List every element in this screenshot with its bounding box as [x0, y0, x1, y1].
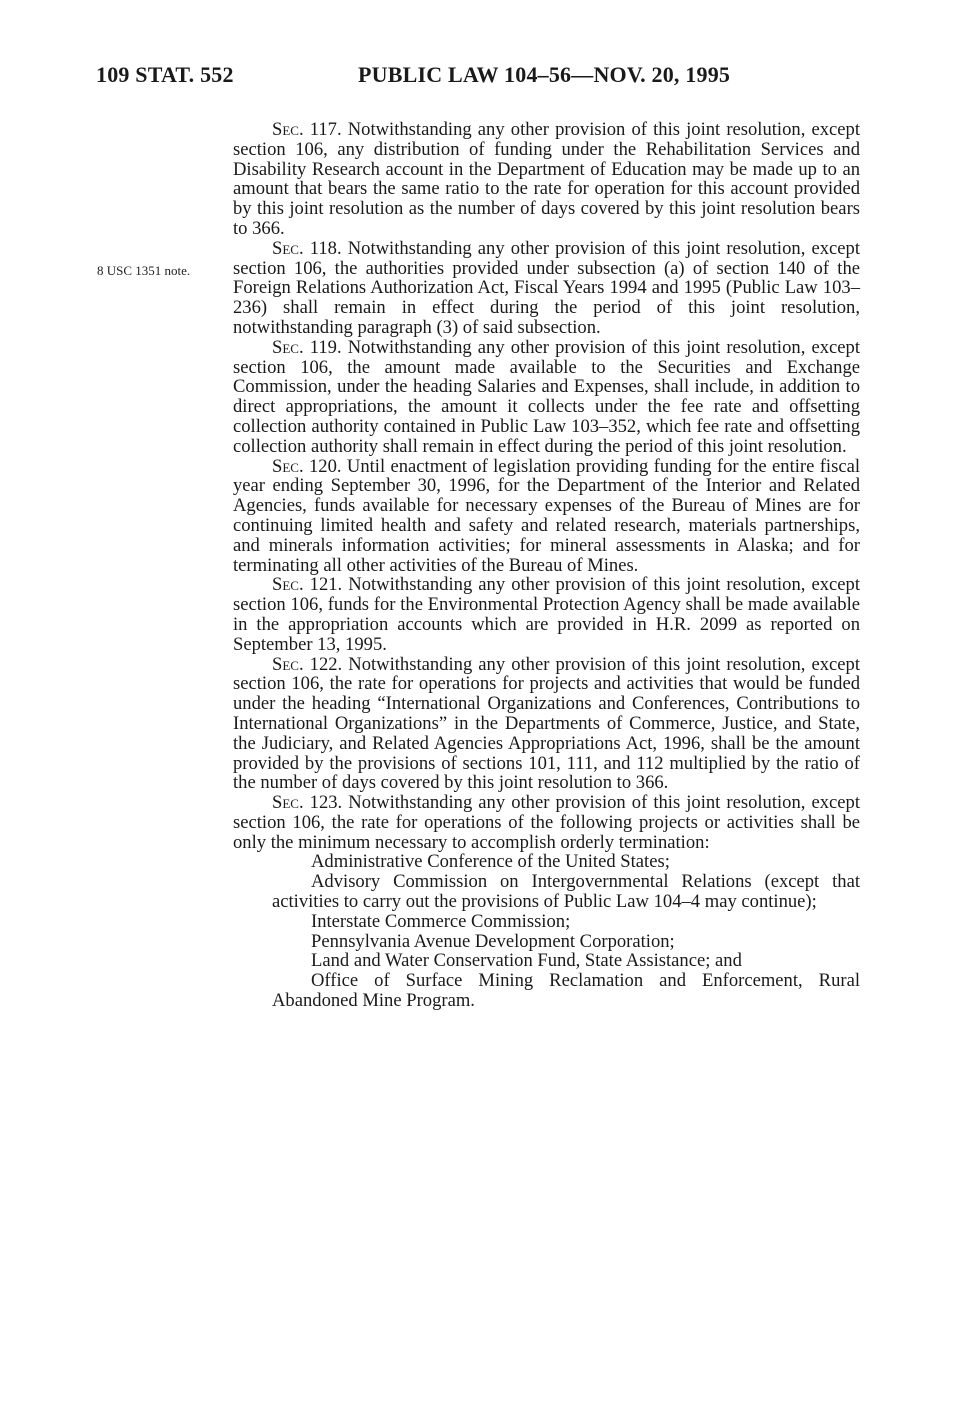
section-number: 118.: [303, 237, 348, 259]
section-text: Notwithstanding any other provision of this joint resolution, except section 106, funds for the Environmental Protection Agency shall be made available in the appropriation accounts which are provided in H.R. 2099 as reported on September 13, 1995.: [233, 574, 860, 655]
section-number: 121.: [303, 574, 349, 596]
section-text: Until enactment of legislation providing funding for the entire fiscal year ending September 30, 1996, for the Department of the Interior and Related Agencies, funds available for necessary expenses of the Bureau of Mines are for continuing limited health and safety and related research, materials partnerships, and minerals information activities; for mineral assessments in Alaska; and for terminating all other activities of the Bureau of Mines.: [233, 455, 860, 576]
section-label: Sec.: [272, 653, 304, 675]
margin-citation-note: 8 USC 1351 note.: [97, 263, 191, 278]
section-text: Notwithstanding any other provision of this joint resolution, except section 106, any distribution of funding under the Rehabilitation Services and Disability Research account in the Department of Education may be made up to an amount that bears the same ratio to the rate for operation for this account provided by this joint resolution as the number of days covered by this joint resolution bears to 366.: [233, 119, 860, 239]
section-123: [233, 793, 860, 852]
section-text: Notwithstanding any other provision of this joint resolution, except section 106, the rate for operations for projects and activities that would be funded under the heading “International Organizations and Conferences, Contributions to International Organizations” in the Departments of Commerce, Justice, and State, the Judiciary, and Related Agencies Appropriations Act, 1996, shall be the amount provided by the provisions of sections 101, 111, and 112 multiplied by the ratio of the number of days covered by this joint resolution to 366.: [233, 653, 860, 794]
section-label: Sec.: [272, 792, 304, 814]
section-label: Sec.: [272, 336, 304, 358]
section-number: 122.: [303, 653, 349, 675]
section-number: 117.: [303, 119, 348, 140]
section-121: [233, 575, 860, 654]
section-122: [233, 655, 860, 794]
section-text: Notwithstanding any other provision of this joint resolution, except section 106, the authorities provided under subsection (a) of section 140 of the Foreign Relations Authorization Act, Fiscal Years 1994 and 1995 (Public Law 103–236) shall remain in effect during the period of this joint resolution, notwithstanding paragraph (3) of said subsection.: [233, 237, 860, 338]
list-item: Interstate Commerce Commission;: [311, 910, 571, 932]
section-119: [233, 338, 860, 457]
section-label: Sec.: [272, 119, 304, 140]
section-117: [233, 120, 860, 239]
section-label: Sec.: [272, 455, 304, 477]
list-item: Land and Water Conservation Fund, State Assistance; and: [311, 950, 742, 972]
list-item: Pennsylvania Avenue Development Corporation;: [311, 930, 675, 952]
document-body: [233, 120, 860, 1011]
section-118: [233, 239, 860, 338]
section-120: [233, 457, 860, 576]
list-item: Administrative Conference of the United States;: [311, 851, 670, 873]
termination-list: [233, 852, 860, 1010]
section-text: Notwithstanding any other provision of this joint resolution, except section 106, the amount made available to the Securities and Exchange Commission, under the heading Salaries and Expenses, shall include, in addition to direct appropriations, the amount it collects under the fee rate and offsetting collection authority contained in Public Law 103–352, which fee rate and offsetting collection authority shall remain in effect during the period of this joint resolution.: [233, 336, 860, 457]
page-header: [96, 62, 856, 96]
list-item: Advisory Commission on Intergovernmental Relations (except that activities to carry out the provisions of Public Law 104–4 may continue);: [272, 871, 860, 913]
section-number: 123.: [303, 792, 349, 814]
section-label: Sec.: [272, 237, 304, 259]
list-item: Office of Surface Mining Reclamation and Enforcement, Rural Abandoned Mine Program.: [272, 970, 860, 1012]
section-number: 120.: [303, 455, 347, 477]
statute-page-number: 109 STAT. 552: [96, 62, 234, 87]
public-law-title: PUBLIC LAW 104–56—NOV. 20, 1995: [358, 62, 731, 87]
section-number: 119.: [303, 336, 348, 358]
section-text: Notwithstanding any other provision of this joint resolution, except section 106, the rate for operations of the following projects or activities shall be only the minimum necessary to accomplish orderly termination:: [233, 792, 860, 853]
section-label: Sec.: [272, 574, 304, 596]
